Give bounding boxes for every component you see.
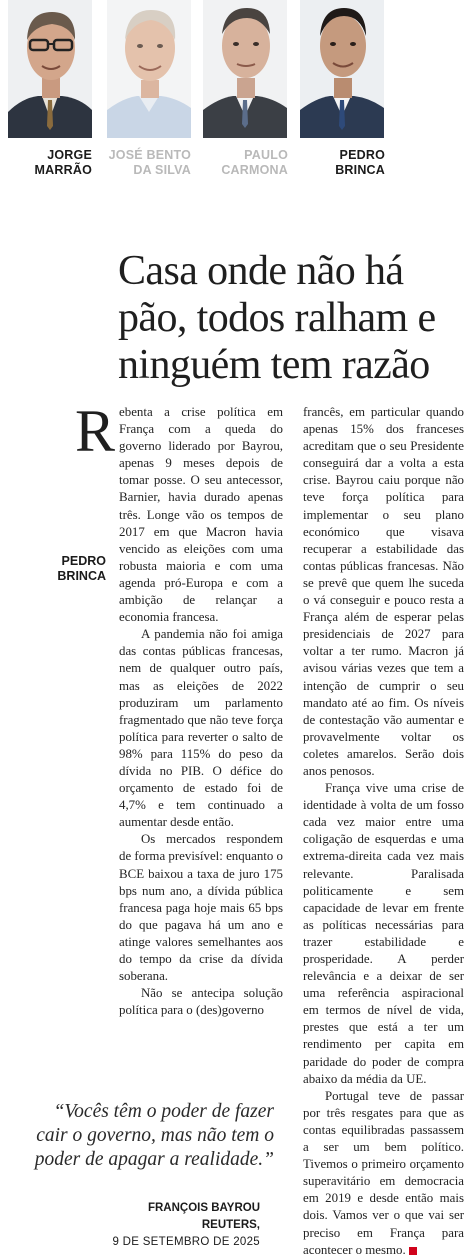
paragraph-text: Portugal teve de passar por três resgates para que as contas equilibradas passassem a ser um bem político. Tivemos o primeiro orçamento superavitário em democracia em 2019 e desde então mais dois. Vamos ver o que vai ser preciso em França para acontecer o mesmo. <box>303 1088 464 1257</box>
drop-cap: R <box>75 398 116 464</box>
end-of-article-mark <box>409 1247 417 1255</box>
headline-line: pão, todos ralham e <box>118 295 436 341</box>
columnist-name-jorge-marrao[interactable] <box>30 148 92 178</box>
quote-outlet: REUTERS, <box>201 1219 260 1231</box>
article-author <box>54 554 106 584</box>
pull-quote <box>12 1100 274 1172</box>
quote-attribution <box>100 1200 260 1251</box>
portrait-jorge-marrao <box>8 0 92 138</box>
article-paragraph: Não se antecipa solução política para o (des)governo <box>119 986 283 1018</box>
quote-line: “Vocês têm o poder de fazer <box>53 1101 274 1122</box>
columnist-last-name: MARRÃO <box>34 163 92 177</box>
quote-line: poder de apagar a realidade.” <box>34 1149 274 1170</box>
portrait-paulo-carmona <box>203 0 287 138</box>
columnist-last-name: DA SILVA <box>133 163 191 177</box>
article-column-2 <box>303 404 464 1259</box>
columnist-first-name: JORGE <box>47 148 92 162</box>
quote-date: 9 DE SETEMBRO DE 2025 <box>112 1236 260 1248</box>
headline-line: Casa onde não há <box>118 248 404 294</box>
article-paragraph <box>303 1088 464 1259</box>
columnist-last-name: CARMONA <box>221 163 288 177</box>
columnist-name-jose-bento-da-silva[interactable] <box>100 148 191 178</box>
article-headline <box>118 248 468 389</box>
columnist-name-paulo-carmona[interactable] <box>200 148 288 178</box>
portrait-pedro-brinca <box>300 0 384 138</box>
columnist-last-name: BRINCA <box>335 163 385 177</box>
quote-line: cair o governo, mas não tem o <box>36 1125 274 1146</box>
portrait-jose-bento-da-silva <box>107 0 191 138</box>
author-first-name: PEDRO <box>61 554 106 568</box>
headline-line: ninguém tem razão <box>118 342 430 388</box>
columnist-first-name: PAULO <box>244 148 288 162</box>
columnist-names <box>0 148 472 188</box>
columnist-portraits <box>0 0 472 140</box>
author-last-name: BRINCA <box>57 569 106 583</box>
article-paragraph: França vive uma crise de identidade à volta de um fosso cada vez maior entre uma coligação de esquerdas e uma extrema-direita cada vez mais relevante. Paralisada politicamente e sem capacidade de levar em frente as políticas necessárias para trazer estabilidade e prosperidade. A perder relevância e a deixar de ser uma referência aspiracional em termos de nível de vida, prestes que está a ter um rendimento per capita em paridade do poder de compra abaixo da média da UE. <box>303 781 464 1086</box>
quote-source-name: FRANÇOIS BAYROU <box>147 1202 260 1214</box>
columnist-name-pedro-brinca[interactable] <box>320 148 385 178</box>
columnist-first-name: JOSÉ BENTO <box>108 148 191 162</box>
columnist-first-name: PEDRO <box>339 148 385 162</box>
article-paragraph: francês, em particular quando apenas 15% dos franceses acreditam que o seu Presidente conseguirá dar a volta a esta crise. Bayrou caiu porque não teve força política para implementar o seu plano económico que visava recuperar a estabilidade das contas públicas francesas. Não se prevê que quem lhe suceda o vá conseguir e pouco resta a França além de esperar pelas presidenciais de 2027 para voltar a ter rumo. Macron já avisou várias vezes que tem a intenção de cumprir o seu mandato até ao fim. Os níveis de contestação vão aumentar e provavelmente voltar os coletes amarelos. Serão dois anos penosos. <box>303 405 464 778</box>
article-paragraph: Os mercados respondem de forma previsível: enquanto o BCE baixou a taxa de juro 175 bps num ano, a dívida pública francesa paga hoje mais 65 bps do que pagava há um ano e atinge valores semelhantes aos do tempo da crise da dívida soberana. <box>119 832 283 984</box>
article-paragraph: A pandemia não foi amiga das contas públicas francesas, nem de qualquer outro país, mas as eleições de 2022 produziram um parlamento fragmentado que não teve força política para reverter o salto de 98% para 115% do peso da dívida no PIB. O défice do orçamento de estado foi de 4,7% e tem continuado a aumentar desde então. <box>119 627 283 830</box>
paragraph-text: ebenta a crise política em França com a queda do governo liderado por Bayrou, apenas 9 meses depois de tomar posse. O seu antecessor, Barnier, havia durado apenas três. Longe vão os tempos de 2017 em que Macron havia vencido as eleições com uma robusta maioria e com uma agenda pró-Europa e com a ambição de relançar a economia francesa. <box>119 405 283 625</box>
